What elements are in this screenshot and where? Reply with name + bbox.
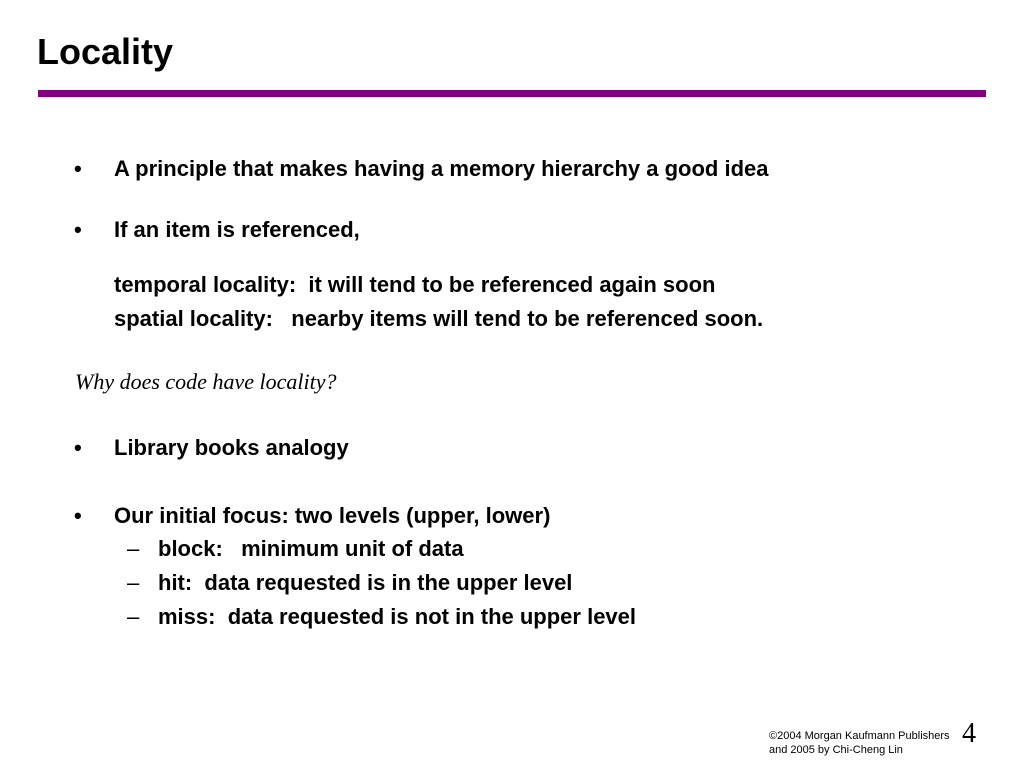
dash-glyph: – xyxy=(127,604,140,629)
bullet-glyph: • xyxy=(74,156,82,181)
title-divider xyxy=(38,90,986,97)
sub-bullet-text: miss: data requested is not in the upper level xyxy=(158,604,637,629)
slide-title: Locality xyxy=(37,31,174,72)
bullet-text: Library books analogy xyxy=(114,435,349,460)
bullet-text: A principle that makes having a memory hierarchy a good idea xyxy=(114,156,769,181)
bullet-glyph: • xyxy=(74,217,82,242)
spatial-locality-line: spatial locality: nearby items will tend to be referenced soon. xyxy=(114,306,764,331)
sub-bullet-text: hit: data requested is in the upper level xyxy=(158,570,573,595)
question-text: Why does code have locality? xyxy=(75,369,337,394)
page-number: 4 xyxy=(962,718,976,749)
copyright-line-2: and 2005 by Chi-Cheng Lin xyxy=(769,744,903,756)
copyright-notice xyxy=(769,729,950,757)
bullet-glyph: • xyxy=(74,503,82,528)
bullet-glyph: • xyxy=(74,435,82,460)
sub-bullet-text: block: minimum unit of data xyxy=(158,536,464,561)
sub-bullet-item xyxy=(127,603,637,687)
bullet-text: If an item is referenced, xyxy=(114,217,360,242)
bullet-text: Our initial focus: two levels (upper, lower) xyxy=(114,503,551,528)
dash-glyph: – xyxy=(127,570,140,595)
dash-glyph: – xyxy=(127,536,140,561)
copyright-line-1: ©2004 Morgan Kaufmann Publishers xyxy=(769,730,950,742)
temporal-locality-line: temporal locality: it will tend to be referenced again soon xyxy=(114,272,716,297)
